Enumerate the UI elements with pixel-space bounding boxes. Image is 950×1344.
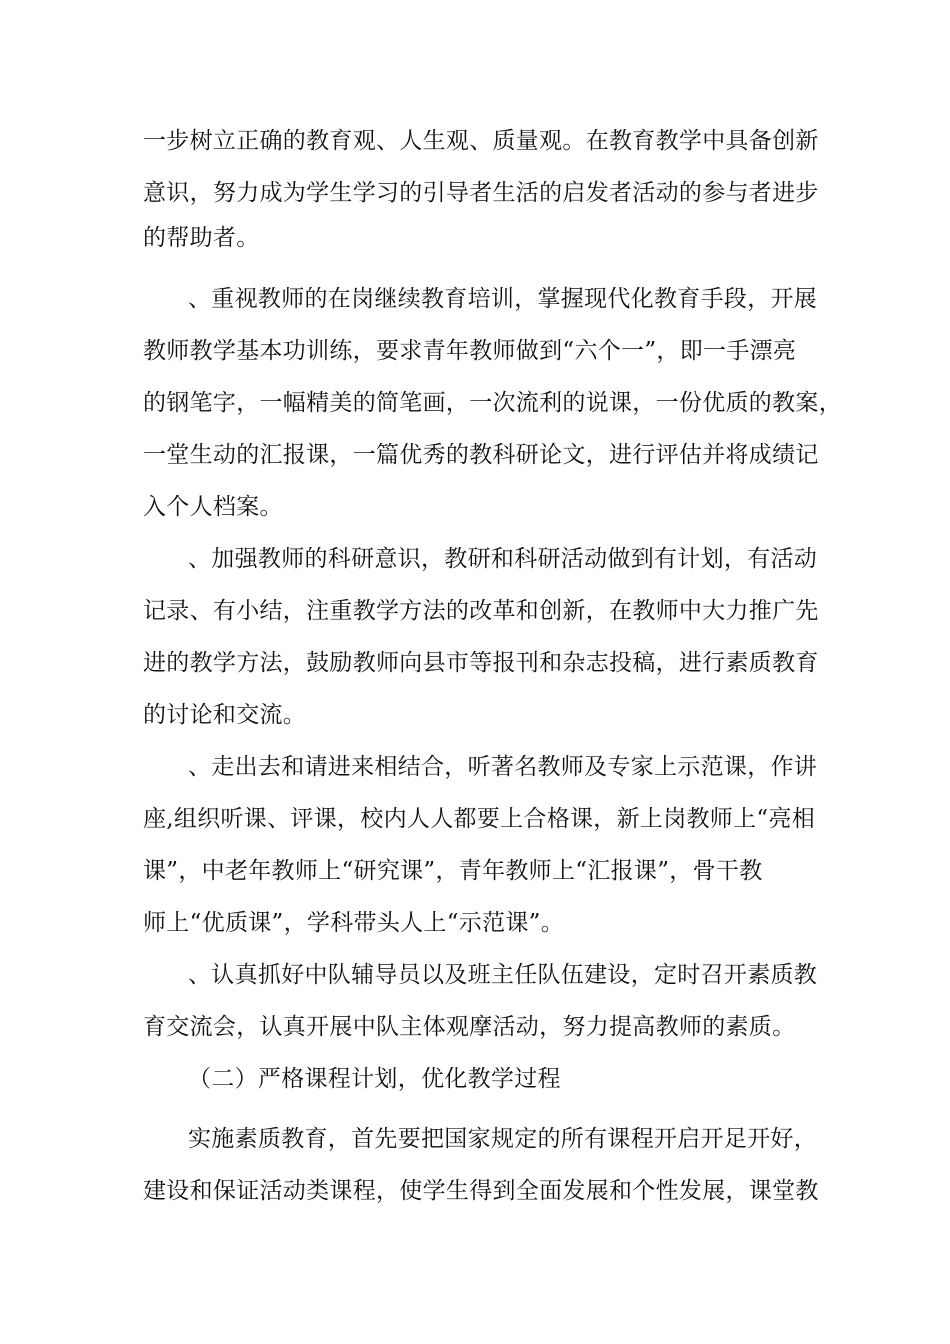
paragraph-line: 育交流会，认真开展中队主体观摩活动，努力提高教师的素质。: [143, 1014, 796, 1040]
paragraph-line: 意识，努力成为学生学习的引导者生活的启发者活动的参与者进步: [143, 180, 819, 206]
paragraph-line: 、走出去和请进来相结合，听著名教师及专家上示范课，作讲: [188, 754, 818, 780]
paragraph-line: 教师教学基本功训练，要求青年教师做到“六个一”，即一手漂亮: [143, 338, 797, 364]
paragraph-line: 入个人档案。: [143, 494, 283, 520]
paragraph-line: 师上“优质课”，学科带头人上“示范课”。: [143, 910, 565, 936]
paragraph-line: 建设和保证活动类课程，使学生得到全面发展和个性发展，课堂教: [143, 1178, 819, 1204]
paragraph-line: 、加强教师的科研意识，教研和科研活动做到有计划，有活动: [188, 546, 818, 572]
paragraph-line: 课”，中老年教师上“研究课”，青年教师上“汇报课”，骨干教: [143, 858, 763, 884]
section-heading: （二）严格课程计划，优化教学过程: [188, 1066, 561, 1092]
paragraph-line: 、重视教师的在岗继续教育培训，掌握现代化教育手段，开展: [188, 286, 818, 312]
paragraph-line: 的讨论和交流。: [143, 702, 307, 728]
paragraph-line: 座,组织听课、评课，校内人人都要上合格课，新上岗教师上“亮相: [143, 806, 816, 832]
paragraph-line: 记录、有小结，注重教学方法的改革和创新，在教师中大力推广先: [143, 598, 819, 624]
paragraph-line: 实施素质教育，首先要把国家规定的所有课程开启开足开好，: [188, 1126, 818, 1152]
paragraph-line: 的帮助者。: [143, 225, 260, 251]
paragraph-line: 、认真抓好中队辅导员以及班主任队伍建设，定时召开素质教: [188, 962, 818, 988]
paragraph-line: 进的教学方法，鼓励教师向县市等报刊和杂志投稿，进行素质教育: [143, 650, 819, 676]
paragraph-line: 一步树立正确的教育观、人生观、质量观。在教育教学中具备创新: [143, 128, 819, 154]
paragraph-line: 的钢笔字，一幅精美的简笔画，一次流利的说课，一份优质的教案，: [143, 390, 842, 416]
paragraph-line: 一堂生动的汇报课，一篇优秀的教科研论文，进行评估并将成绩记: [143, 442, 819, 468]
